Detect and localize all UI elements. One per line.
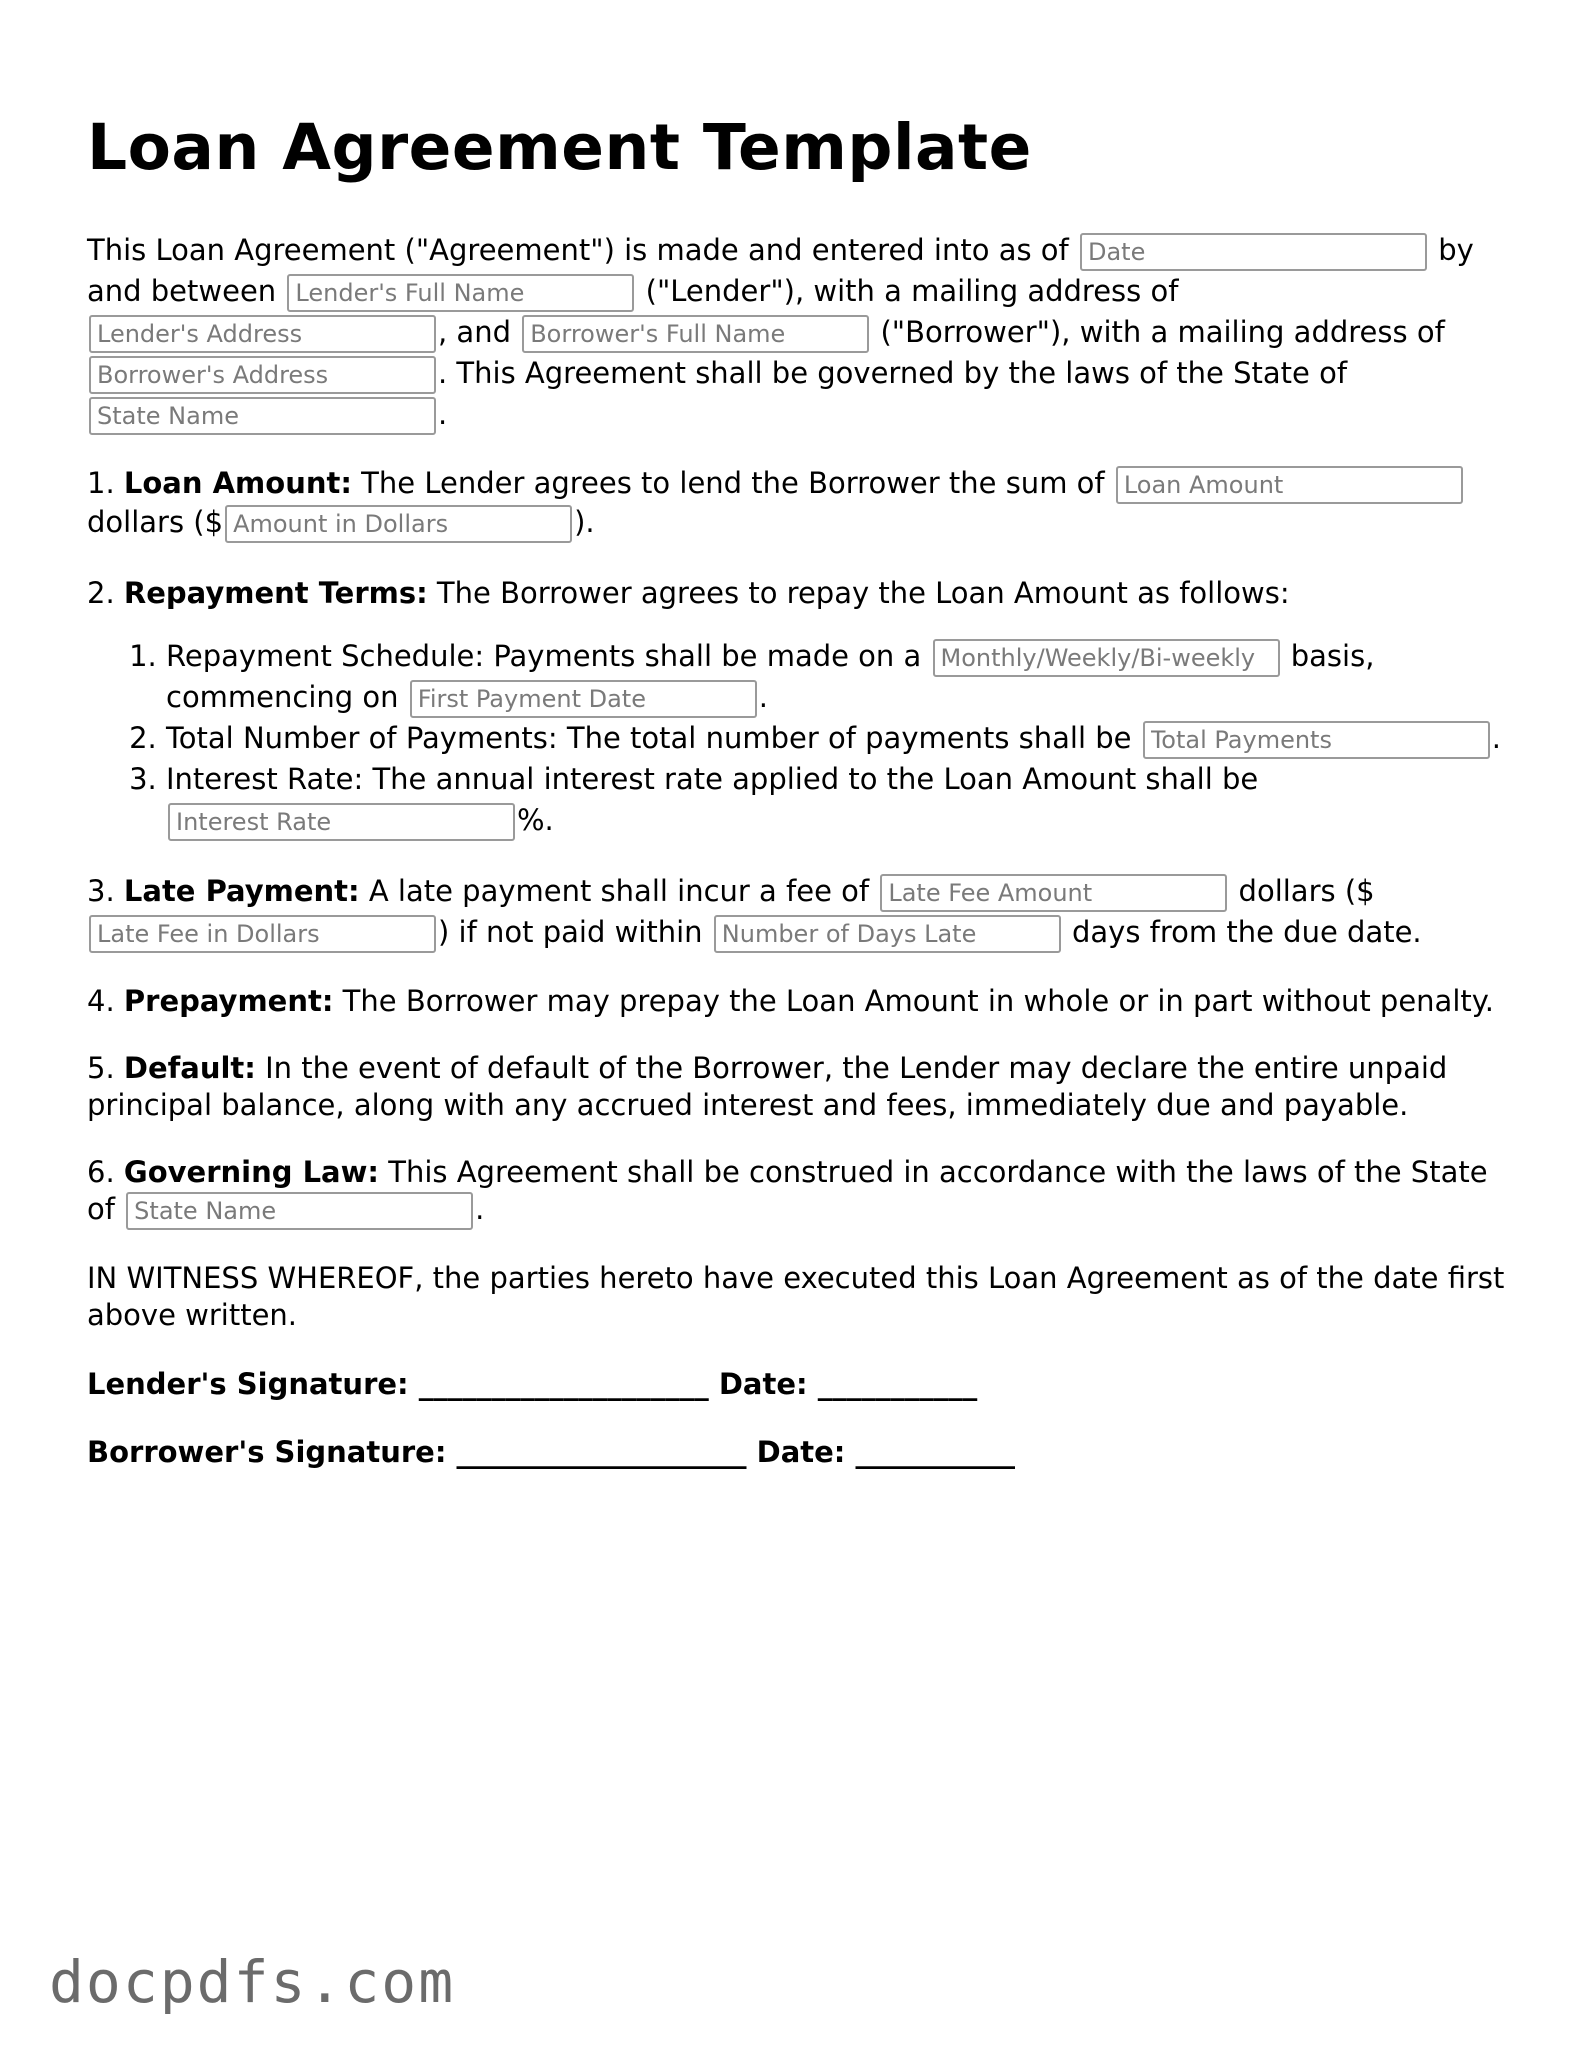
intro-text-3: ("Lender"), with a mailing address of [645,274,1179,308]
late-payment-text-4: days from the due date. [1072,915,1422,949]
page-title: Loan Agreement Template [87,111,1032,184]
late-payment-text-2: dollars ($ [1238,874,1375,908]
governing-state-input[interactable] [126,1192,473,1230]
default-heading: Default: [123,1051,256,1085]
days-late-input[interactable] [714,915,1061,953]
agreement-date-input[interactable] [1080,233,1427,271]
first-payment-date-input[interactable] [410,680,757,718]
late-payment-section [87,871,1507,953]
loan-amount-input[interactable] [1116,466,1463,504]
repayment-section [87,573,1507,614]
lender-address-input[interactable] [89,315,436,353]
governing-law-heading: Governing Law: [123,1155,380,1189]
late-fee-dollars-input[interactable] [89,915,436,953]
borrower-address-input[interactable] [89,356,436,394]
schedule-text-3: . [758,680,768,714]
interest-rate-input[interactable] [168,803,515,841]
prepayment-heading: Prepayment: [123,984,334,1018]
borrower-signature-line: Borrower's Signature: ____________________ Date: ___________ [87,1435,1015,1469]
payments-text-1: Total Number of Payments: The total number of payments shall be [166,721,1132,755]
intro-text-1: This Loan Agreement ("Agreement") is made and entered into as of [87,233,1069,267]
prepayment-section [87,983,1507,1020]
governing-law-section [87,1154,1507,1230]
repayment-heading: Repayment Terms: [123,576,428,610]
intro-paragraph [87,230,1507,435]
lender-signature-line: Lender's Signature: ____________________ Date: ___________ [87,1367,978,1401]
loan-amount-heading: Loan Amount: [123,466,352,500]
loan-amount-number: 1. [87,466,115,500]
witness-paragraph: IN WITNESS WHEREOF, the parties hereto have executed this Loan Agreement as of the date first above written. [87,1261,1505,1332]
loan-amount-dollars-input[interactable] [225,505,572,543]
intro-text-6: . This Agreement shall be governed by the laws of the State of [438,356,1348,390]
late-payment-text-3: ) if not paid within [438,915,703,949]
interest-text-1: Interest Rate: The annual interest rate applied to the Loan Amount shall be [166,762,1259,796]
late-payment-text-1: A late payment shall incur a fee of [368,874,870,908]
lender-name-input[interactable] [287,274,634,312]
intro-text-7: . [438,397,448,431]
list-item [166,636,1507,718]
schedule-text-1: Repayment Schedule: Payments shall be made on a [166,639,922,673]
loan-amount-text-2: dollars ($ [87,505,224,539]
document-page [87,106,1507,1472]
watermark: docpdfs.com [49,1948,456,2016]
schedule-text-2: basis, commencing on [166,639,1375,714]
list-item [166,718,1507,759]
governing-law-number: 6. [87,1155,115,1189]
late-fee-input[interactable] [880,874,1227,912]
late-payment-heading: Late Payment: [123,874,360,908]
loan-amount-text-1: The Lender agrees to lend the Borrower the sum of [361,466,1105,500]
repayment-list [87,636,1507,841]
prepayment-number: 4. [87,984,115,1018]
repayment-frequency-input[interactable] [933,639,1280,677]
intro-text-2: by and between [87,233,1474,308]
governing-law-text-1: This Agreement shall be construed in accordance with the laws of the State of [87,1155,1488,1226]
late-payment-number: 3. [87,874,115,908]
loan-amount-section [87,465,1507,543]
loan-amount-text-3: ). [574,505,595,539]
borrower-name-input[interactable] [522,315,869,353]
intro-text-4: , and [438,315,511,349]
intro-text-5: ("Borrower"), with a mailing address of [880,315,1445,349]
payments-text-2: . [1491,721,1501,755]
prepayment-text: The Borrower may prepay the Loan Amount in whole or in part without penalty. [342,984,1495,1018]
default-section [87,1050,1507,1124]
default-number: 5. [87,1051,115,1085]
interest-text-2: %. [517,803,554,837]
total-payments-input[interactable] [1143,721,1490,759]
governing-law-text-2: . [475,1192,485,1226]
list-item [166,759,1507,841]
repayment-number: 2. [87,576,115,610]
default-text: In the event of default of the Borrower, the Lender may declare the entire unpaid principal balance, along with any accrued interest and fees, immediately due and payable. [87,1051,1448,1122]
state-name-input[interactable] [89,397,436,435]
repayment-text: The Borrower agrees to repay the Loan Amount as follows: [436,576,1290,610]
